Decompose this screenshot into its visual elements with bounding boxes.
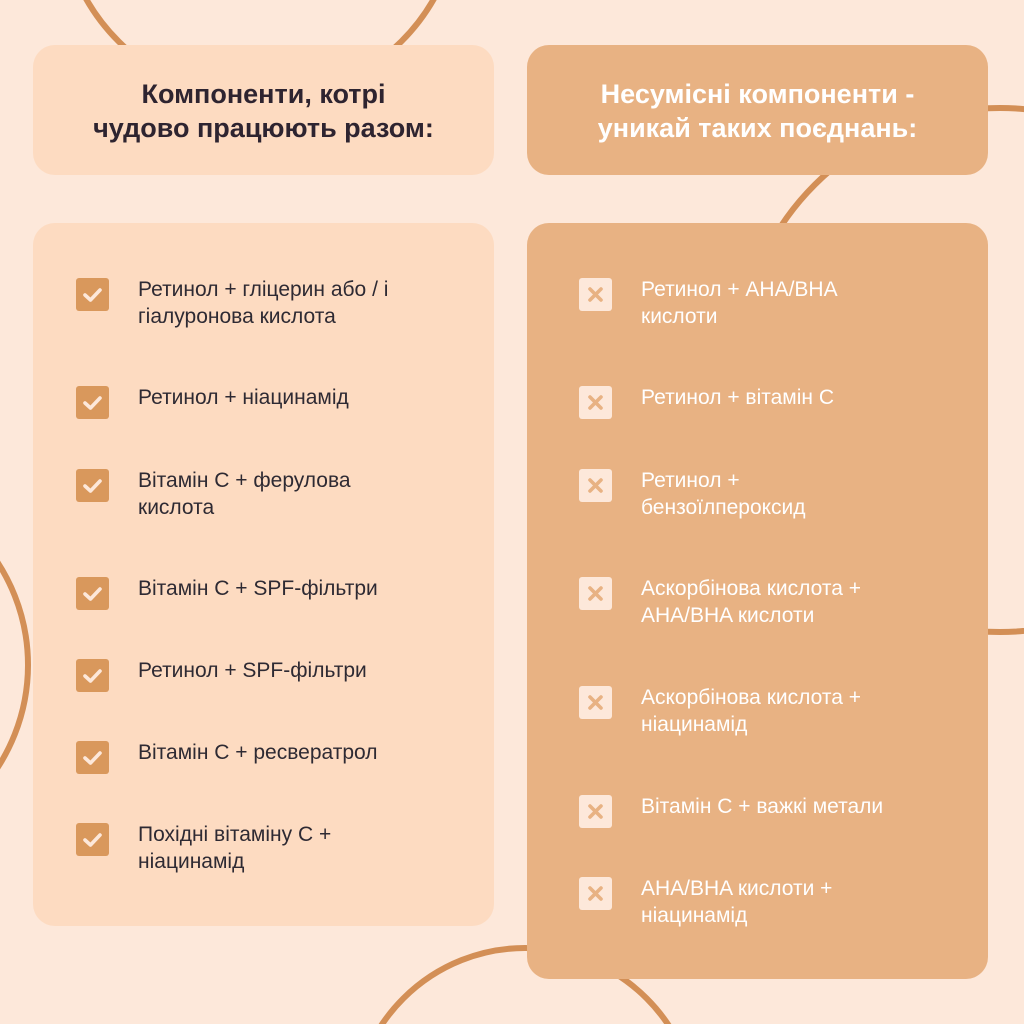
item-text: Ретинол + ніацинамід <box>138 386 349 409</box>
checkmark-icon <box>76 659 109 692</box>
list-item <box>76 276 480 336</box>
list-item <box>76 657 480 717</box>
item-text: Аскорбінова кислота + AHA/BHA кислоти <box>641 577 861 627</box>
checkmark-icon <box>76 386 109 419</box>
item-text: Ретинол + SPF-фільтри <box>138 659 367 682</box>
list-item <box>76 739 480 799</box>
list-item <box>76 467 480 527</box>
item-text: Ретинол + бензоїлпероксид <box>641 469 806 519</box>
compatible-list-card <box>33 223 494 926</box>
compatible-header-card <box>33 45 494 175</box>
list-item <box>579 684 974 744</box>
item-text: Ретинол + вітамін С <box>641 386 834 409</box>
left-arc <box>0 477 28 853</box>
cross-icon <box>579 386 612 419</box>
cross-icon <box>579 877 612 910</box>
list-item <box>76 821 480 881</box>
checkmark-icon <box>76 741 109 774</box>
list-item <box>579 875 974 935</box>
cross-icon <box>579 278 612 311</box>
item-text: AHA/BHA кислоти + ніацинамід <box>641 877 833 927</box>
list-item <box>579 575 974 635</box>
checkmark-icon <box>76 577 109 610</box>
incompatible-list-card <box>527 223 988 979</box>
item-text: Ретинол + AHA/BHA кислоти <box>641 278 838 328</box>
checkmark-icon <box>76 823 109 856</box>
list-item <box>579 467 974 527</box>
list-item <box>579 793 974 853</box>
item-text: Вітамін С + ферулова кислота <box>138 469 351 519</box>
checkmark-icon <box>76 469 109 502</box>
cross-icon <box>579 795 612 828</box>
incompatible-header-card <box>527 45 988 175</box>
list-item <box>579 384 974 444</box>
cross-icon <box>579 469 612 502</box>
item-text: Вітамін С + SPF-фільтри <box>138 577 378 600</box>
cross-icon <box>579 577 612 610</box>
incompatible-title: Несумісні компоненти - уникай таких поєднань: <box>597 79 918 143</box>
item-text: Вітамін С + важкі метали <box>641 795 884 818</box>
list-item <box>579 276 974 336</box>
item-text: Ретинол + гліцерин або / і гіалуронова кислота <box>138 278 389 328</box>
item-text: Похідні вітаміну С + ніацинамід <box>138 823 332 873</box>
checkmark-icon <box>76 278 109 311</box>
item-text: Вітамін С + ресвератрол <box>138 741 378 764</box>
item-text: Аскорбінова кислота + ніацинамід <box>641 686 861 736</box>
list-item <box>76 384 480 444</box>
cross-icon <box>579 686 612 719</box>
list-item <box>76 575 480 635</box>
compatible-title: Компоненти, котрі чудово працюють разом: <box>93 79 434 143</box>
